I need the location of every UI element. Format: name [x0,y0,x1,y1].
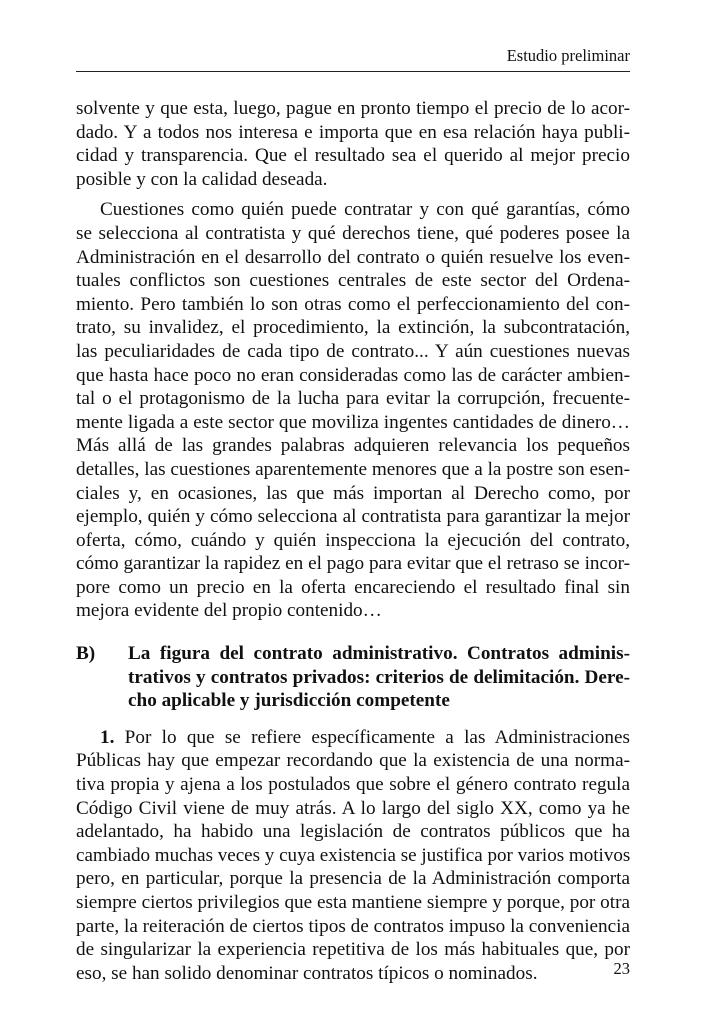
text-line: cambiado muchas veces y cuya existencia se justifica por varios motivos [76,844,631,866]
text-line: ejemplo, quién y cómo selecciona al contratista para garantizar la mejor [76,506,630,528]
paragraph-continued [76,97,630,191]
text-line: Cuestiones como quién puede contratar y con qué garantías, cómo [100,199,630,221]
text-line: detalles, las cuestiones aparentemente menores que a la postre son esen- [76,458,630,480]
text-line-rest: Por lo que se refiere específicamente a las Administraciones [114,726,630,748]
text-line: pero, en particular, porque la presencia de la Administración comporta [76,868,630,890]
text-line: dado. Y a todos nos interesa e importa que en esa relación haya publi- [76,121,630,143]
section-title-line: trativos y contratos privados: criterios de delimitación. Dere- [128,666,630,688]
text-line: las peculiaridades de cada tipo de contrato... Y aún cuestiones nuevas [76,340,630,362]
paragraph-cuestiones [76,198,630,623]
text-line: parte, la reiteración de ciertos tipos de contratos impuso la conveniencia [76,915,630,937]
text-line: eso, se han solido denominar contratos típicos o nominados. [76,962,538,984]
text-line: ciales y, en ocasiones, las que más importan al Derecho como, por [76,482,630,504]
text-line: solvente y que esta, luego, pague en pronto tiempo el precio de lo acor- [76,98,630,119]
text-line: de singularizar la experiencia repetitiva de los más habituales que, por [76,939,630,961]
section-title-line: La figura del contrato administrativo. Contratos adminis- [128,643,630,665]
section-number: B) [76,643,96,665]
text-line: tiva propia y ajena a los postulados que sobre el género contrato regula [76,774,630,796]
text-line: que hasta hace poco no eran consideradas como las de carácter ambien- [76,364,630,386]
text-line: tal o el protagonismo de la lucha para evitar la corrupción, frecuente- [76,388,630,410]
text-line: Públicas hay que empezar recordando que la existencia de una norma- [76,750,630,772]
text-line: trato, su invalidez, el procedimiento, la extinción, la subcontratación, [76,317,630,339]
text-line: se selecciona al contratista y qué derechos tiene, qué poderes posee la [76,222,630,244]
text-line: miento. Pero también lo son otras como el perfeccionamiento del con- [76,293,630,315]
text-line [76,726,630,750]
text-line: Administración en el desarrollo del contrato o quién resuelve los even- [76,246,630,268]
text-line: cómo garantizar la rapidez en el pago para evitar que el retraso se incor- [76,553,630,575]
text-line: Código Civil viene de muy atrás. A lo largo del siglo XX, como ya he [76,797,630,819]
page-number: 23 [613,959,630,978]
section-heading [76,642,630,713]
section-title [128,642,630,713]
text-line: siempre ciertos privilegios que esta mantiene siempre y porque, por otra [76,892,630,913]
page-body [76,97,630,985]
text-line: posible y con la calidad deseada. [76,168,328,190]
text-line: tuales conflictos son cuestiones centrales de este sector del Ordena- [76,270,630,292]
text-line: cidad y transparencia. Que el resultado sea el querido al mejor precio [76,145,630,167]
text-line: oferta, cómo, cuándo y quién inspecciona la ejecución del contrato, [76,529,630,551]
section-title-line: cho aplicable y jurisdicción competente [128,690,450,712]
text-line: adelantado, ha habido una legislación de contratos públicos que ha [76,821,630,843]
text-line: mejora evidente del propio contenido… [76,600,382,622]
text-line: mente ligada a este sector que moviliza ingentes cantidades de dinero… [76,411,630,433]
paragraph-numbered-1 [76,726,630,986]
running-head: Estudio preliminar [506,46,630,65]
text-line: pore como un precio en la oferta encareciendo el resultado final sin [76,576,630,598]
paragraph-number: 1. [100,726,115,748]
text-line: Más allá de las grandes palabras adquieren relevancia los pequeños [76,435,630,457]
header-rule [76,71,630,72]
